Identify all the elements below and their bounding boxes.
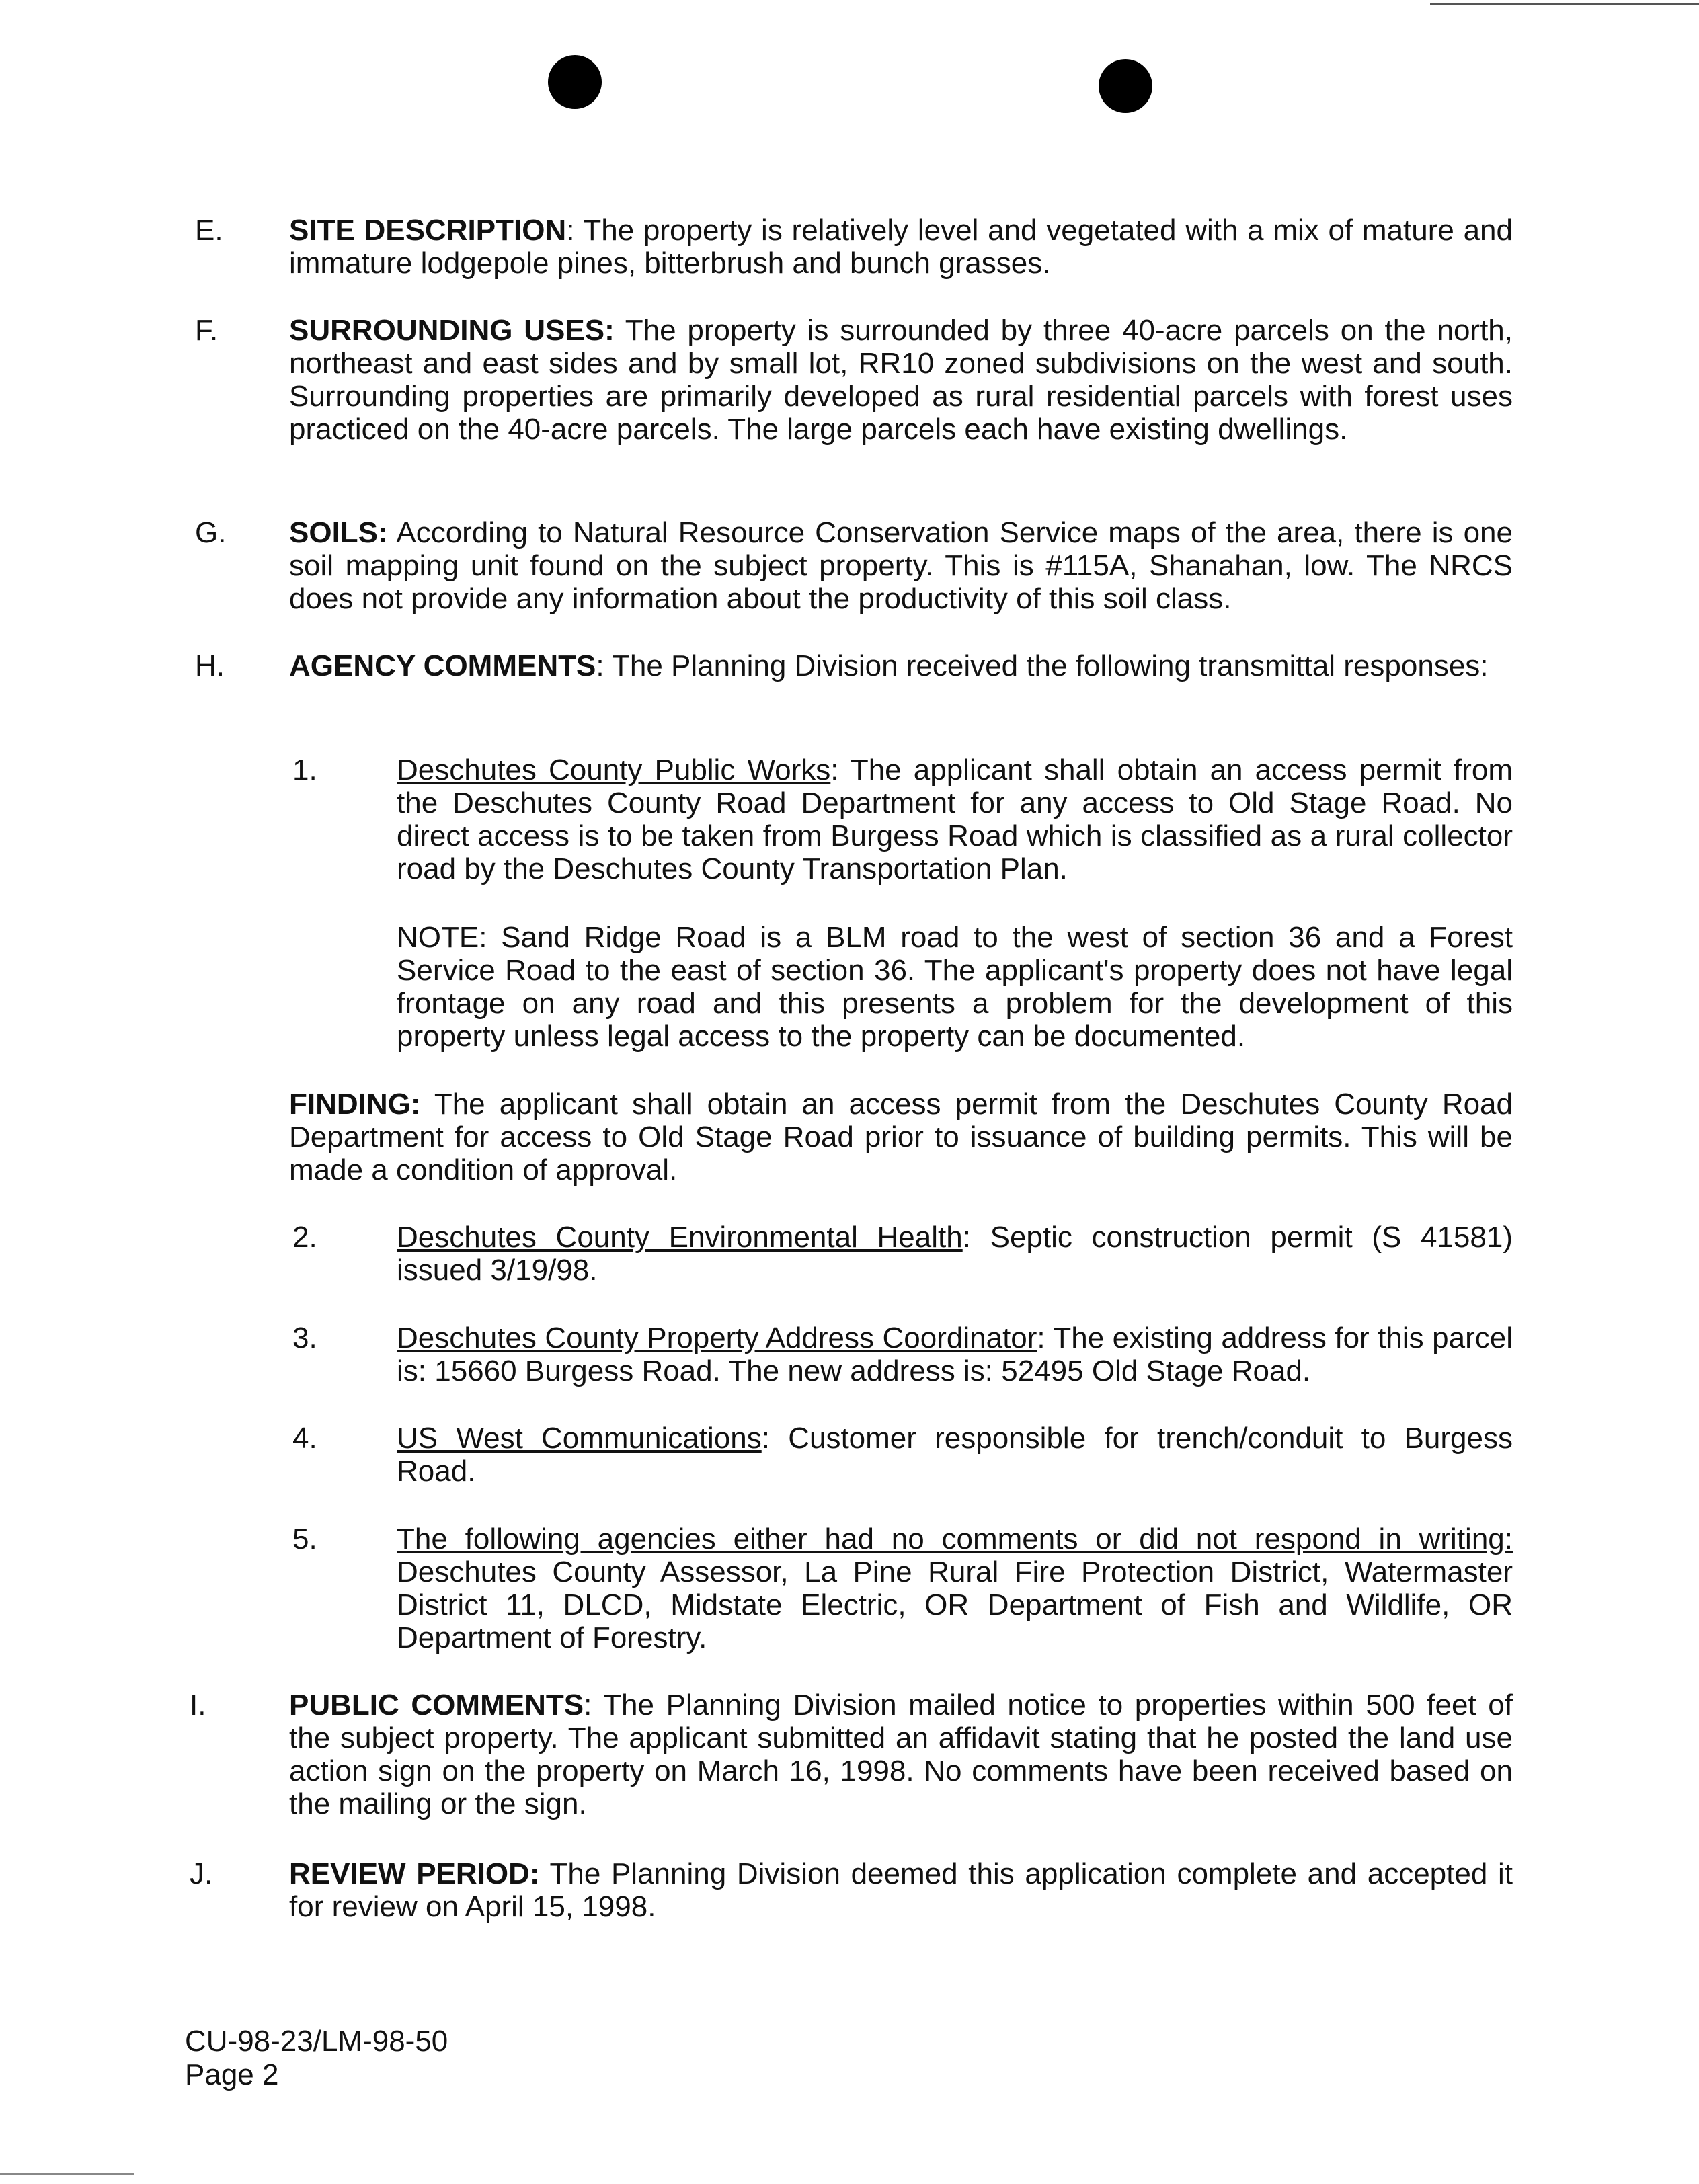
- public-works-note: NOTE: Sand Ridge Road is a BLM road to the west of section 36 and a Forest Service Road to the east of section 36. The applicant's property does not have legal frontage on any road and this presents a problem for the development of this property unless legal access to the property can be documented.: [397, 921, 1513, 1053]
- section-letter-e: E.: [195, 214, 223, 247]
- finding-paragraph: [289, 1088, 1513, 1186]
- agency-comment-public-works: [397, 754, 1513, 885]
- section-text: The property is relatively level and vegetated with a mix of mature and immature lodgepole pines, bitterbrush and bunch grasses.: [289, 214, 1513, 280]
- section-letter-j: J.: [190, 1857, 213, 1890]
- agency-name: US West Communications: [397, 1422, 762, 1455]
- section-text: The property is surrounded by three 40-acre parcels on the north, northeast and east sides and by small lot, RR10 zoned subdivisions on the west and south. Surrounding properties are primarily developed as rural residential parcels with forest uses practiced on the 40-acre parcels. The large parcels each have existing dwellings.: [289, 314, 1513, 446]
- section-text: The Planning Division received the following transmittal responses:: [604, 649, 1489, 682]
- section-text: The Planning Division deemed this application complete and accepted it for review on April 15, 1998.: [289, 1857, 1513, 1923]
- item-number-2: 2.: [292, 1221, 317, 1254]
- agency-colon: :: [830, 754, 839, 786]
- agency-colon: :: [1037, 1322, 1045, 1354]
- section-letter-g: G.: [195, 516, 227, 549]
- item-number-3: 3.: [292, 1322, 317, 1354]
- section-heading: SOILS:: [289, 516, 388, 549]
- item-number-4: 4.: [292, 1422, 317, 1455]
- finding-heading: FINDING:: [289, 1088, 421, 1121]
- bottom-scan-mark: [0, 2173, 134, 2175]
- agency-colon: :: [962, 1221, 971, 1254]
- finding-text: The applicant shall obtain an access permit from the Deschutes County Road Department for access to Old Stage Road prior to issuance of building permits. This will be made a condition of approval.: [289, 1088, 1513, 1186]
- agency-comment-environmental-health: [397, 1221, 1513, 1287]
- section-text: The Planning Division mailed notice to properties within 500 feet of the subject property. The applicant submitted an affidavit stating that he posted the land use action sign on the property on March 16, 1998. No comments have been received based on the mailing or the sign.: [289, 1689, 1513, 1820]
- agency-text: Septic construction permit (S 41581) issued 3/19/98.: [397, 1221, 1513, 1287]
- agency-comment-us-west: [397, 1422, 1513, 1488]
- section-letter-i: I.: [190, 1689, 206, 1722]
- item-number-1: 1.: [292, 754, 317, 786]
- agency-comment-address-coordinator: [397, 1322, 1513, 1387]
- heading-colon: :: [584, 1689, 592, 1722]
- agency-text: Customer responsible for trench/conduit to Burgess Road.: [397, 1422, 1513, 1488]
- section-heading: AGENCY COMMENTS: [289, 649, 596, 682]
- agency-name: Deschutes County Property Address Coordinator: [397, 1322, 1037, 1354]
- section-surrounding-uses: [289, 314, 1513, 446]
- agency-name: Deschutes County Environmental Health: [397, 1221, 963, 1254]
- agency-text: Deschutes County Assessor, La Pine Rural Fire Protection District, Watermaster District 11, DLCD, Midstate Electric, OR Department of Fish and Wildlife, OR Department of Forestry.: [397, 1555, 1513, 1654]
- section-site-description: [289, 214, 1513, 280]
- agency-colon: :: [761, 1422, 770, 1455]
- punch-hole-left: [548, 55, 602, 109]
- agency-name: The following agencies either had no comments or did not respond in writing:: [397, 1523, 1513, 1555]
- page-number: Page 2: [185, 2058, 279, 2091]
- agency-text: The applicant shall obtain an access permit from the Deschutes County Road Department for any access to Old Stage Road. No direct access is to be taken from Burgess Road which is classified as a rural collector road by the Deschutes County Transportation Plan.: [397, 754, 1513, 885]
- section-text: According to Natural Resource Conservation Service maps of the area, there is one soil mapping unit found on the subject property. This is #115A, Shanahan, low. The NRCS does not provide any information about the productivity of this soil class.: [289, 516, 1513, 615]
- top-rule: [1430, 3, 1699, 5]
- section-public-comments: [289, 1689, 1513, 1820]
- section-heading: SITE DESCRIPTION: [289, 214, 567, 247]
- heading-colon: :: [566, 214, 575, 247]
- heading-colon: :: [596, 649, 604, 682]
- section-heading: PUBLIC COMMENTS: [289, 1689, 584, 1722]
- section-heading: SURROUNDING USES:: [289, 314, 615, 347]
- section-heading: REVIEW PERIOD:: [289, 1857, 540, 1890]
- punch-hole-right: [1099, 59, 1152, 113]
- agency-name: Deschutes County Public Works: [397, 754, 831, 786]
- file-number: CU-98-23/LM-98-50: [185, 2025, 448, 2058]
- section-agency-comments: [289, 649, 1513, 682]
- agency-text: The existing address for this parcel is: 15660 Burgess Road. The new address is: 52495 Old Stage Road.: [397, 1322, 1513, 1387]
- agency-comment-no-response: [397, 1523, 1513, 1654]
- section-soils: [289, 516, 1513, 615]
- section-letter-h: H.: [195, 649, 225, 682]
- page-footer: [185, 2025, 448, 2092]
- section-letter-f: F.: [195, 314, 219, 347]
- section-review-period: [289, 1857, 1513, 1923]
- item-number-5: 5.: [292, 1523, 317, 1555]
